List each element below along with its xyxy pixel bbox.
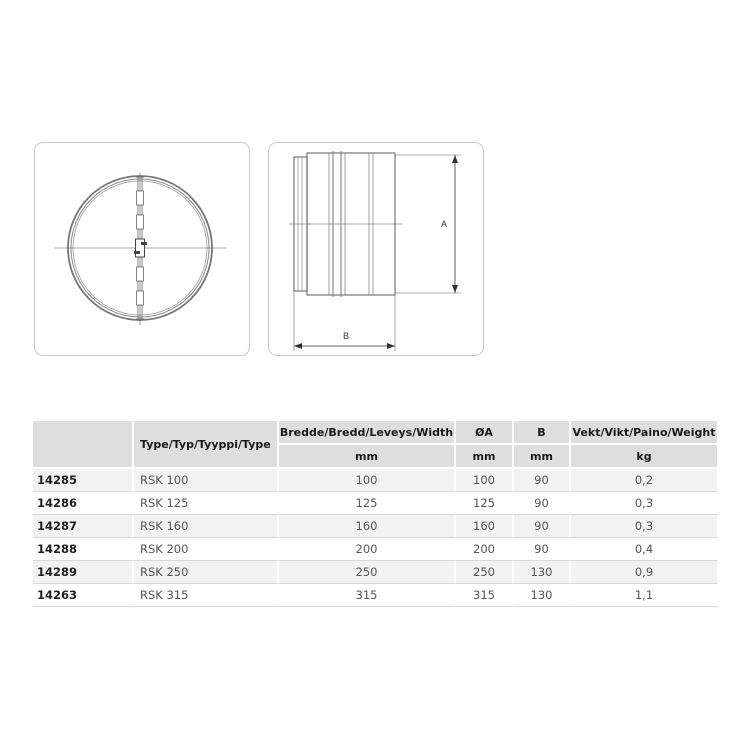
b-cell: 130	[514, 561, 571, 584]
diameter-cell: 100	[456, 469, 514, 492]
article-cell: 14287	[33, 515, 134, 538]
weight-cell: 0,4	[571, 538, 719, 561]
width-cell: 250	[279, 561, 456, 584]
diameter-cell: 200	[456, 538, 514, 561]
table-row	[33, 538, 719, 561]
type-header: Type/Typ/Tyyppi/Type	[134, 421, 279, 469]
spec-table	[33, 421, 719, 607]
b-cell: 90	[514, 515, 571, 538]
type-cell: RSK 160	[134, 515, 279, 538]
weight-cell: 0,3	[571, 492, 719, 515]
type-cell: RSK 200	[134, 538, 279, 561]
duct-body	[289, 151, 403, 297]
front-view-drawing	[35, 143, 251, 357]
dimension-a	[395, 155, 461, 293]
b-cell: 130	[514, 584, 571, 607]
width-cell: 315	[279, 584, 456, 607]
weight-cell: 0,2	[571, 469, 719, 492]
width-cell: 160	[279, 515, 456, 538]
table-row	[33, 584, 719, 607]
weight-unit: kg	[571, 445, 719, 469]
type-cell: RSK 315	[134, 584, 279, 607]
diameter-cell: 125	[456, 492, 514, 515]
width-header: Bredde/Bredd/Leveys/Width	[279, 421, 456, 445]
diameter-cell: 160	[456, 515, 514, 538]
type-cell: RSK 125	[134, 492, 279, 515]
diameter-cell: 250	[456, 561, 514, 584]
diameter-unit: mm	[456, 445, 514, 469]
article-cell: 14286	[33, 492, 134, 515]
width-unit: mm	[279, 445, 456, 469]
dimension-a-label: A	[441, 219, 448, 229]
weight-cell: 0,9	[571, 561, 719, 584]
table-row	[33, 515, 719, 538]
b-unit: mm	[514, 445, 571, 469]
b-cell: 90	[514, 492, 571, 515]
dimension-b-label: B	[343, 331, 350, 341]
width-cell: 100	[279, 469, 456, 492]
article-cell: 14285	[33, 469, 134, 492]
width-cell: 125	[279, 492, 456, 515]
header-row	[33, 421, 719, 445]
front-view-panel	[34, 142, 250, 356]
side-view-panel	[268, 142, 484, 356]
article-header	[33, 421, 134, 469]
weight-cell: 1,1	[571, 584, 719, 607]
article-cell: 14289	[33, 561, 134, 584]
type-cell: RSK 250	[134, 561, 279, 584]
table-row	[33, 561, 719, 584]
diameter-header: ØA	[456, 421, 514, 445]
type-cell: RSK 100	[134, 469, 279, 492]
b-cell: 90	[514, 469, 571, 492]
table-row	[33, 492, 719, 515]
b-cell: 90	[514, 538, 571, 561]
dimension-b	[294, 291, 395, 351]
side-view-drawing	[269, 143, 485, 357]
diameter-cell: 315	[456, 584, 514, 607]
b-header: B	[514, 421, 571, 445]
article-cell: 14263	[33, 584, 134, 607]
width-cell: 200	[279, 538, 456, 561]
weight-cell: 0,3	[571, 515, 719, 538]
weight-header: Vekt/Vikt/Paino/Weight	[571, 421, 719, 445]
table-row	[33, 469, 719, 492]
article-cell: 14288	[33, 538, 134, 561]
